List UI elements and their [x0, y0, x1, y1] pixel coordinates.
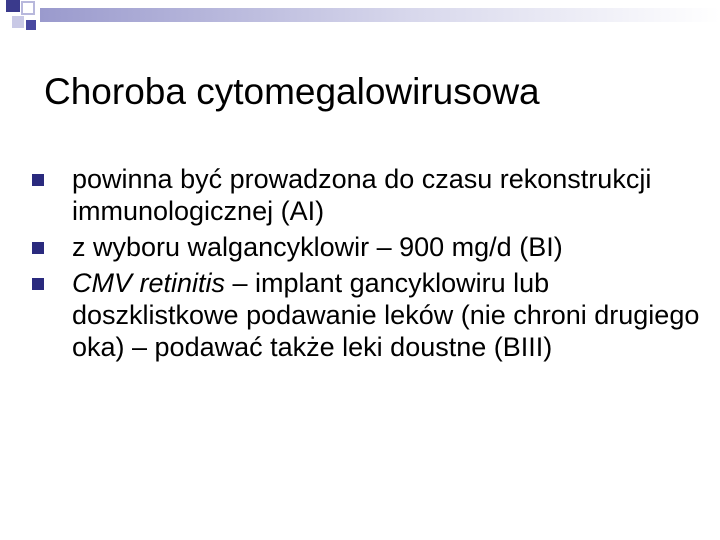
slide-title: Choroba cytomegalowirusowa [44, 71, 540, 112]
bullet-square-icon [32, 278, 44, 290]
decor-square [26, 20, 36, 30]
gradient-bar [40, 8, 720, 22]
bullet-square-icon [32, 174, 44, 186]
list-item [20, 231, 700, 263]
decor-square [22, 2, 34, 14]
bullet-list [20, 163, 700, 367]
list-item [20, 163, 700, 227]
decor-square [6, 0, 20, 12]
header-decoration [0, 0, 720, 40]
bullet-square-icon [32, 242, 44, 254]
list-item [20, 267, 700, 363]
bullet-text: powinna być prowadzona do czasu rekonstrukcji immunologicznej (AI) [72, 164, 652, 226]
decor-square [12, 16, 24, 28]
bullet-text: z wyboru walgancyklowir – 900 mg/d (BI) [72, 232, 563, 262]
bullet-text: – implant gancyklowiru lub doszklistkowe podawanie leków (nie chroni drugiego oka) – podawać także leki doustne (BIII) [72, 268, 700, 362]
bullet-italic-term: CMV retinitis [72, 268, 226, 298]
